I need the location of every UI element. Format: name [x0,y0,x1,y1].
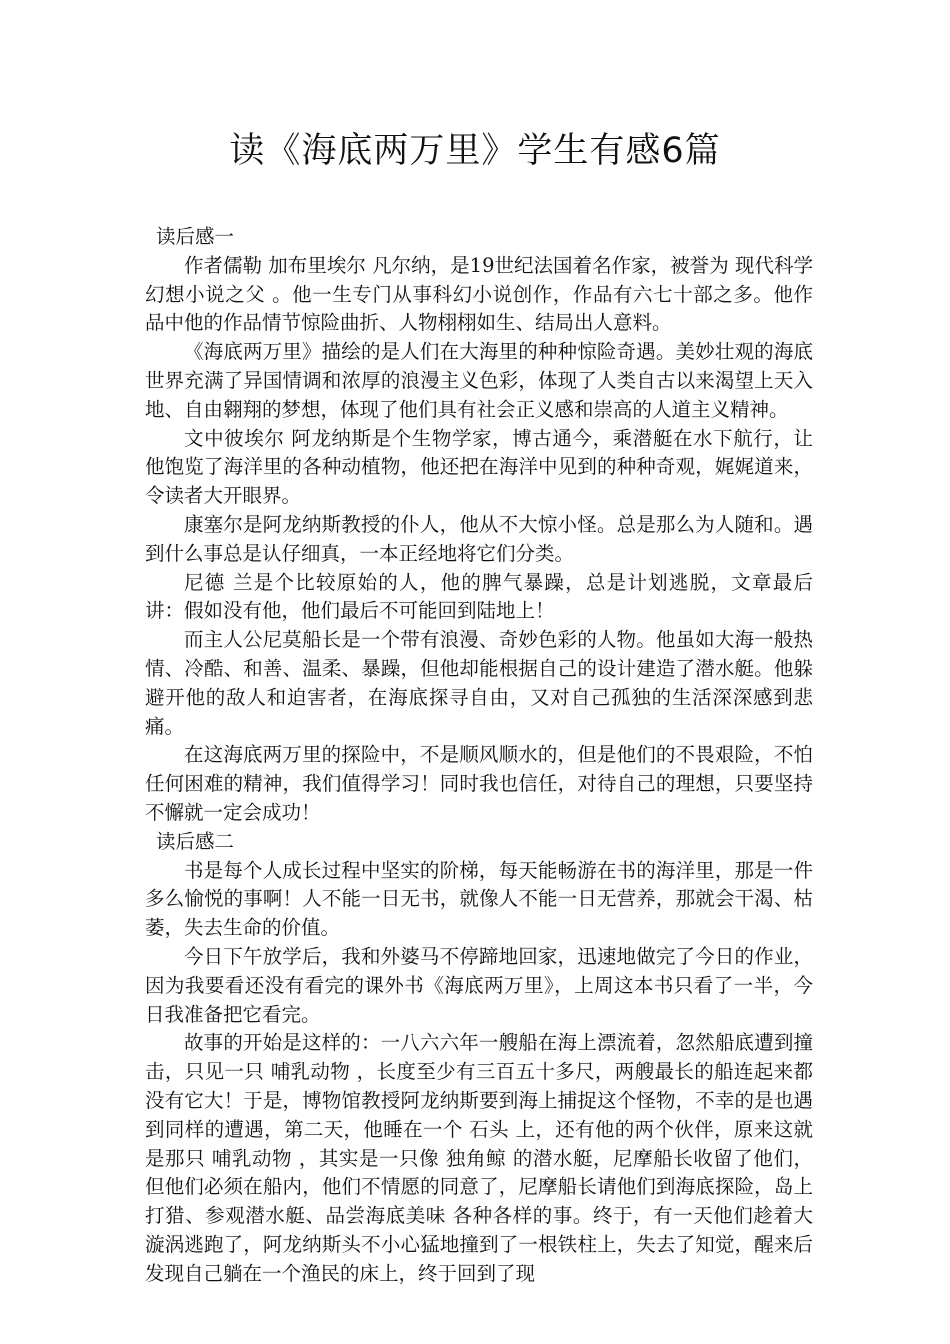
section-heading: 读后感一 [156,225,235,248]
section-review-2 [145,828,813,1289]
paragraph: 康塞尔是阿龙纳斯教授的仆人，他从不大惊小怪。总是那么为人随和。遇到什么事总是认仔细真，一本正经地将它们分类。 [145,512,813,565]
paragraph: 而主人公尼莫船长是一个带有浪漫、奇妙色彩的人物。他虽如大海一般热情、冷酷、和善、温柔、暴躁，但他却能根据自己的设计建造了潜水艇。他躲避开他的敌人和迫害者，在海底探寻自由，又对自己孤独的生活深深感到悲痛。 [145,628,813,738]
section-heading: 读后感二 [156,829,235,853]
paragraph: 书是每个人成长过程中坚实的阶梯，每天能畅游在书的海洋里，那是一件多么愉悦的事啊！人不能一日无书，就像人不能一日无营养，那就会干渴、枯萎，失去生命的价值。 [145,858,813,940]
paragraph: 在这海底两万里的探险中，不是顺风顺水的，但是他们的不畏艰险，不怕任何困难的精神，我们值得学习！同时我也信任，对待自己的理想，只要坚持不懈就一定会成功！ [145,743,813,824]
paragraph: 文中彼埃尔 阿龙纳斯是个生物学家，博古通今，乘潜艇在水下航行，让他饱览了海洋里的各种动植物，他还把在海洋中见到的种种奇观，娓娓道来，令读者大开眼界。 [145,426,813,508]
paragraph: 故事的开始是这样的：一八六六年一艘船在海上漂流着，忽然船底遭到撞击，只见一只 哺乳动物 ，长度至少有三百五十多尺，两艘最长的船连起来都没有它大！于是，博物馆教授阿龙纳斯要到海上捕捉这个怪物，不幸的是也遇到同样的遭遇，第二天，他睡在一个 石头 上，还有他的两个伙伴，原来这就是那只 哺乳动物 ，其实是一只像 独角鲸 的潜水艇，尼摩船长收留了他们，但他们必须在船内，他们不情愿的同意了，尼摩船长请他们到海底探险，岛上打猎、参观潜水艇、品尝海底美味 各种各样的事。终于，有一天他们趁着大漩涡逃跑了，阿龙纳斯头不小心猛地撞到了一根铁柱上，失去了知觉，醒来后发现自己躺在一个渔民的床上，终于回到了现 [145,1031,813,1285]
paragraph: 今日下午放学后，我和外婆马不停蹄地回家，迅速地做完了今日的作业，因为我要看还没有看完的课外书《海底两万里》，上周这本书只看了一半，今日我准备把它看完。 [145,944,813,1026]
section-review-1 [145,223,813,828]
paragraph: 作者儒勒 加布里埃尔 凡尔纳，是19世纪法国着名作家，被誉为 现代科学幻想小说之父 。他一生专门从事科幻小说创作，作品有六七十部之多。他作品中他的作品情节惊险曲折、人物栩栩如生、结局出人意料。 [145,253,813,335]
document-body [145,223,813,1288]
paragraph: 尼德 兰是个比较原始的人，他的脾气暴躁，总是计划逃脱，文章最后讲：假如没有他，他们最后不可能回到陆地上！ [145,570,813,623]
paragraph: 《海底两万里》描绘的是人们在大海里的种种惊险奇遇。美妙壮观的海底世界充满了异国情调和浓厚的浪漫主义色彩，体现了人类自古以来渴望上天入地、自由翱翔的梦想，体现了他们具有社会正义感和崇高的人道主义精神。 [145,340,813,421]
document-title: 读《海底两万里》学生有感6篇 [229,131,721,171]
